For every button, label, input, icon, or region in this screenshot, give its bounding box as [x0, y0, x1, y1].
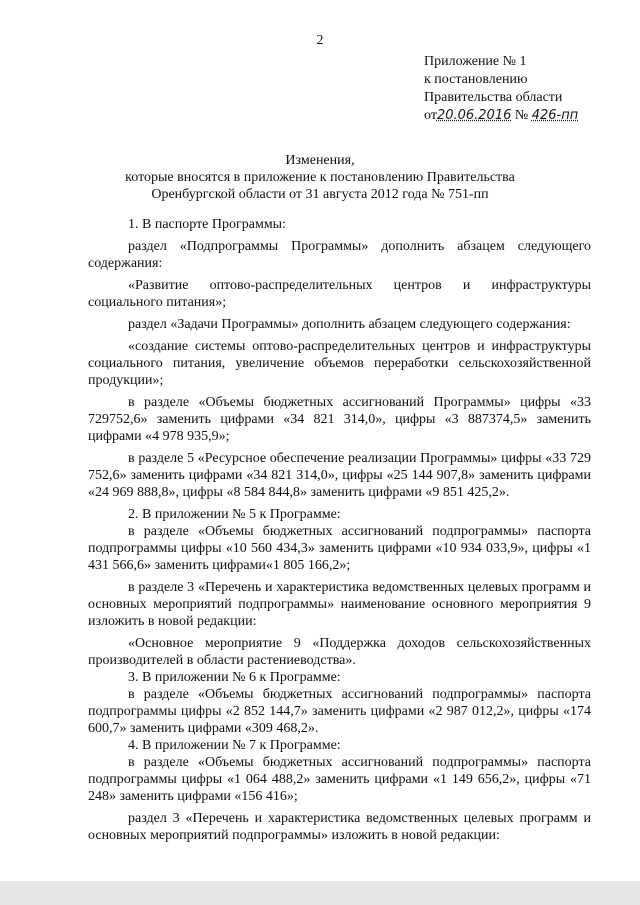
annex-handwritten-number: 426-пп	[531, 108, 579, 123]
title-line-3: Оренбургской области от 31 августа 2012 года № 751-пп	[151, 187, 489, 202]
annex-date-line	[424, 107, 578, 125]
annex-number-sign: №	[514, 108, 529, 123]
annex-line-1: Приложение № 1	[424, 54, 527, 69]
annex-header	[424, 53, 578, 125]
paragraph: раздел «Задачи Программы» дополнить абзацем следующего содержания:	[128, 317, 571, 332]
paragraph: в разделе «Объемы бюджетных ассигнований подпрограммы» паспорта подпрограммы цифры «10 560 434,3» заменить цифрами «10 934 033,9», цифры «1 431 566,6» заменить цифрами«1 805 166,2»;	[88, 524, 591, 573]
paragraph: в разделе «Объемы бюджетных ассигнований Программы» цифры «33 729752,6» заменить цифрами «34 821 314,0», цифры «3 887374,5» заменить цифрами «4 978 935,9»;	[88, 395, 591, 444]
annex-handwritten-date: 20.06.2016	[436, 108, 512, 123]
scan-bottom-edge	[0, 881, 640, 905]
document-title	[0, 152, 640, 203]
paragraph: 4. В приложении № 7 к Программе:	[128, 738, 341, 753]
title-line-1: Изменения,	[285, 153, 355, 168]
paragraph: в разделе «Объемы бюджетных ассигнований подпрограммы» паспорта подпрограммы цифры «1 064 488,2» заменить цифрами «1 149 656,2», цифры «71 248» заменить цифрами «156 416»;	[88, 755, 591, 804]
title-line-2: которые вносятся в приложение к постановлению Правительства	[125, 170, 515, 185]
page-number: 2	[316, 33, 324, 48]
paragraph: 1. В паспорте Программы:	[128, 217, 286, 232]
paragraph: в разделе 5 «Ресурсное обеспечение реализации Программы» цифры «33 729 752,6» заменить цифрами «34 821 314,0», цифры «25 144 907,8» заменить цифрами «24 969 888,8», цифры «8 584 844,8» заменить цифрами «9 851 425,2».	[88, 451, 591, 500]
annex-line-2: к постановлению	[424, 72, 528, 87]
paragraph: 2. В приложении № 5 к Программе:	[128, 507, 341, 522]
paragraph: 3. В приложении № 6 к Программе:	[128, 670, 341, 685]
annex-date-prefix: от	[424, 108, 437, 123]
paragraph: «Развитие оптово-распределительных центров и инфраструктуры социального питания»;	[88, 278, 591, 310]
paragraph: раздел 3 «Перечень и характеристика ведомственных целевых программ и основных мероприятий подпрограммы» изложить в новой редакции:	[88, 811, 591, 843]
paragraph: в разделе «Объемы бюджетных ассигнований подпрограммы» паспорта подпрограммы цифры «2 852 144,7» заменить цифрами «2 987 012,2», цифры «174 600,7» заменить цифрами «309 468,2».	[88, 687, 591, 736]
paragraph: «Основное мероприятие 9 «Поддержка доходов сельскохозяйственных производителей в области растениеводства».	[88, 636, 591, 668]
annex-line-3: Правительства области	[424, 90, 563, 105]
paragraph: в разделе 3 «Перечень и характеристика ведомственных целевых программ и основных мероприятий подпрограммы» наименование основного мероприятия 9 изложить в новой редакции:	[88, 580, 591, 629]
paragraph: «создание системы оптово-распределительных центров и инфраструктуры социального питания, увеличение объемов переработки сельскохозяйственной продукции»;	[88, 339, 591, 388]
paragraph: раздел «Подпрограммы Программы» дополнить абзацем следующего содержания:	[88, 239, 591, 271]
document-body	[88, 216, 591, 844]
